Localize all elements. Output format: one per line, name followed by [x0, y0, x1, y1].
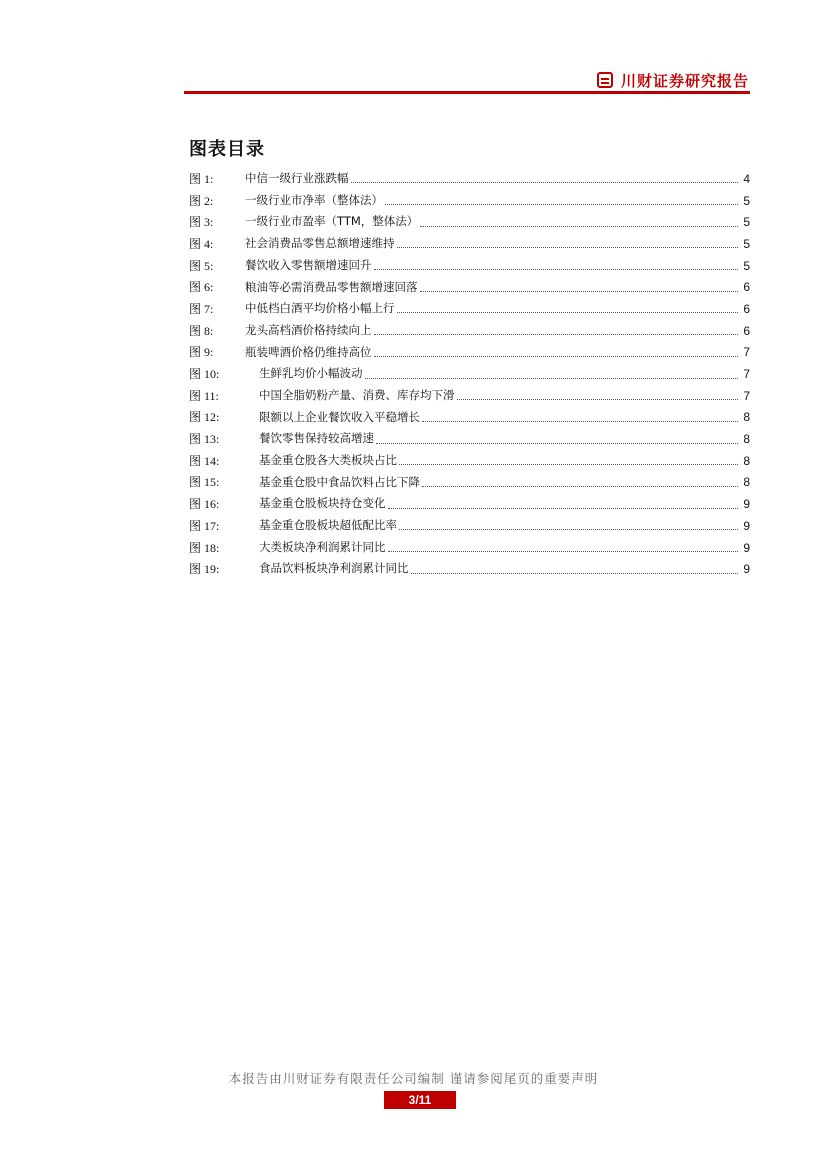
toc-entry[interactable] — [189, 407, 750, 429]
toc-entry[interactable] — [189, 320, 750, 342]
toc-entry-number: 图 5: — [189, 258, 214, 273]
toc-dot-leader — [388, 508, 739, 509]
toc-dot-leader — [374, 356, 739, 357]
toc-entry-page: 6 — [743, 323, 750, 338]
toc-entry-page: 7 — [743, 345, 750, 360]
toc-entry-label: 瓶装啤酒价格仍维持高位 — [245, 344, 372, 359]
toc-entry-number: 图 10: — [189, 367, 220, 382]
toc-entry-page: 5 — [743, 236, 750, 251]
toc-entry-number: 图 15: — [189, 475, 220, 490]
toc-entry-label: 大类板块净利润累计同比 — [259, 539, 386, 554]
toc-entry-label: 餐饮收入零售额增速回升 — [245, 257, 372, 272]
toc-entry-label: 一级行业市盈率（TTM，整体法） — [245, 214, 419, 229]
toc-entry-number: 图 18: — [189, 540, 220, 555]
toc-entry[interactable] — [189, 298, 750, 320]
toc-entry-number: 图 3: — [189, 215, 214, 230]
toc-dot-leader — [422, 421, 738, 422]
toc-entry-number: 图 11: — [189, 388, 219, 403]
toc-dot-leader — [397, 247, 739, 248]
page-number-badge: 3/11 — [384, 1091, 456, 1109]
toc-entry-number: 图 12: — [189, 410, 220, 425]
toc-entry[interactable] — [189, 255, 750, 277]
toc-entry-label: 餐饮零售保持较高增速 — [259, 431, 374, 446]
toc-entry-number: 图 1: — [189, 171, 214, 186]
toc-entry-number: 图 7: — [189, 301, 214, 316]
toc-entry-number: 图 2: — [189, 193, 214, 208]
header-divider — [184, 91, 750, 94]
toc-entry[interactable] — [189, 385, 750, 407]
toc-entry-page: 7 — [743, 367, 750, 382]
toc-entry-number: 图 17: — [189, 518, 220, 533]
toc-entry-label: 中信一级行业涨跌幅 — [245, 171, 349, 186]
toc-entry-page: 9 — [743, 562, 750, 577]
toc-entry-page: 6 — [743, 301, 750, 316]
toc-entry[interactable] — [189, 342, 750, 364]
toc-entry-page: 7 — [743, 388, 750, 403]
brand-name: 川财证券研究报告 — [620, 71, 749, 90]
toc-entry-label: 基金重仓股板块持仓变化 — [259, 496, 386, 511]
toc-entry-page: 9 — [743, 518, 750, 533]
toc-entry-number: 图 19: — [189, 562, 220, 577]
toc-entry-page: 8 — [743, 432, 750, 447]
toc-entry-page: 6 — [743, 280, 750, 295]
toc-dot-leader — [420, 291, 739, 292]
toc-entry-label: 限额以上企业餐饮收入平稳增长 — [259, 409, 420, 424]
toc-dot-leader — [365, 378, 739, 379]
toc-dot-leader — [399, 529, 738, 530]
toc-entry-label: 基金重仓股各大类板块占比 — [259, 453, 397, 468]
toc-entry-label: 中国全脂奶粉产量、消费、库存均下滑 — [259, 387, 455, 402]
toc-entry-number: 图 16: — [189, 497, 220, 512]
toc-entry[interactable] — [189, 428, 750, 450]
toc-entry-page: 5 — [743, 215, 750, 230]
toc-dot-leader — [374, 269, 739, 270]
toc-entry-label: 食品饮料板块净利润累计同比 — [259, 561, 409, 576]
toc-entry[interactable] — [189, 233, 750, 255]
toc-dot-leader — [399, 464, 738, 465]
toc-entry-label: 粮油等必需消费品零售额增速回落 — [245, 279, 418, 294]
toc-entry[interactable] — [189, 211, 750, 233]
toc-entry-page: 8 — [743, 453, 750, 468]
toc-entry-page: 8 — [743, 410, 750, 425]
toc-entry-label: 社会消费品零售总额增速维持 — [245, 236, 395, 251]
toc-entry-number: 图 8: — [189, 323, 214, 338]
toc-entry[interactable] — [189, 493, 750, 515]
toc-entry-page: 9 — [743, 540, 750, 555]
toc-entry-label: 一级行业市净率（整体法） — [245, 192, 383, 207]
toc-dot-leader — [351, 182, 739, 183]
brand-logo-icon — [597, 72, 613, 88]
toc-dot-leader — [397, 312, 739, 313]
toc-entry-number: 图 6: — [189, 280, 214, 295]
toc-entry[interactable] — [189, 276, 750, 298]
toc-entry[interactable] — [189, 363, 750, 385]
footer-disclaimer: 本报告由川财证券有限责任公司编制 谨请参阅尾页的重要声明 — [228, 1071, 599, 1086]
toc-dot-leader — [374, 334, 739, 335]
toc-dot-leader — [411, 573, 739, 574]
toc-entry-label: 基金重仓股中食品饮料占比下降 — [259, 474, 420, 489]
toc-entry-page: 4 — [743, 171, 750, 186]
toc-entry-number: 图 4: — [189, 236, 214, 251]
toc-entry[interactable] — [189, 190, 750, 212]
toc-entry-page: 9 — [743, 497, 750, 512]
toc-dot-leader — [422, 486, 738, 487]
toc-entry[interactable] — [189, 472, 750, 494]
toc-entry[interactable] — [189, 537, 750, 559]
toc-entry-label: 中低档白酒平均价格小幅上行 — [245, 301, 395, 316]
toc-entry-number: 图 9: — [189, 345, 214, 360]
toc-entry-number: 图 14: — [189, 453, 220, 468]
header-brand — [597, 69, 749, 91]
toc-dot-leader — [420, 226, 738, 227]
toc-entry-label: 龙头高档酒价格持续向上 — [245, 322, 372, 337]
toc-dot-leader — [457, 399, 739, 400]
toc-entry-number: 图 13: — [189, 432, 220, 447]
toc-entry[interactable] — [189, 515, 750, 537]
toc-entry[interactable] — [189, 168, 750, 190]
toc-dot-leader — [388, 551, 739, 552]
toc-entry[interactable] — [189, 558, 750, 580]
toc-list — [189, 168, 750, 580]
toc-entry-label: 生鲜乳均价小幅波动 — [259, 366, 363, 381]
toc-entry-page: 5 — [743, 193, 750, 208]
toc-entry-page: 8 — [743, 475, 750, 490]
toc-entry-page: 5 — [743, 258, 750, 273]
toc-title: 图表目录 — [189, 139, 265, 160]
toc-entry-label: 基金重仓股板块超低配比率 — [259, 518, 397, 533]
toc-entry[interactable] — [189, 450, 750, 472]
toc-dot-leader — [385, 204, 738, 205]
toc-dot-leader — [376, 443, 738, 444]
